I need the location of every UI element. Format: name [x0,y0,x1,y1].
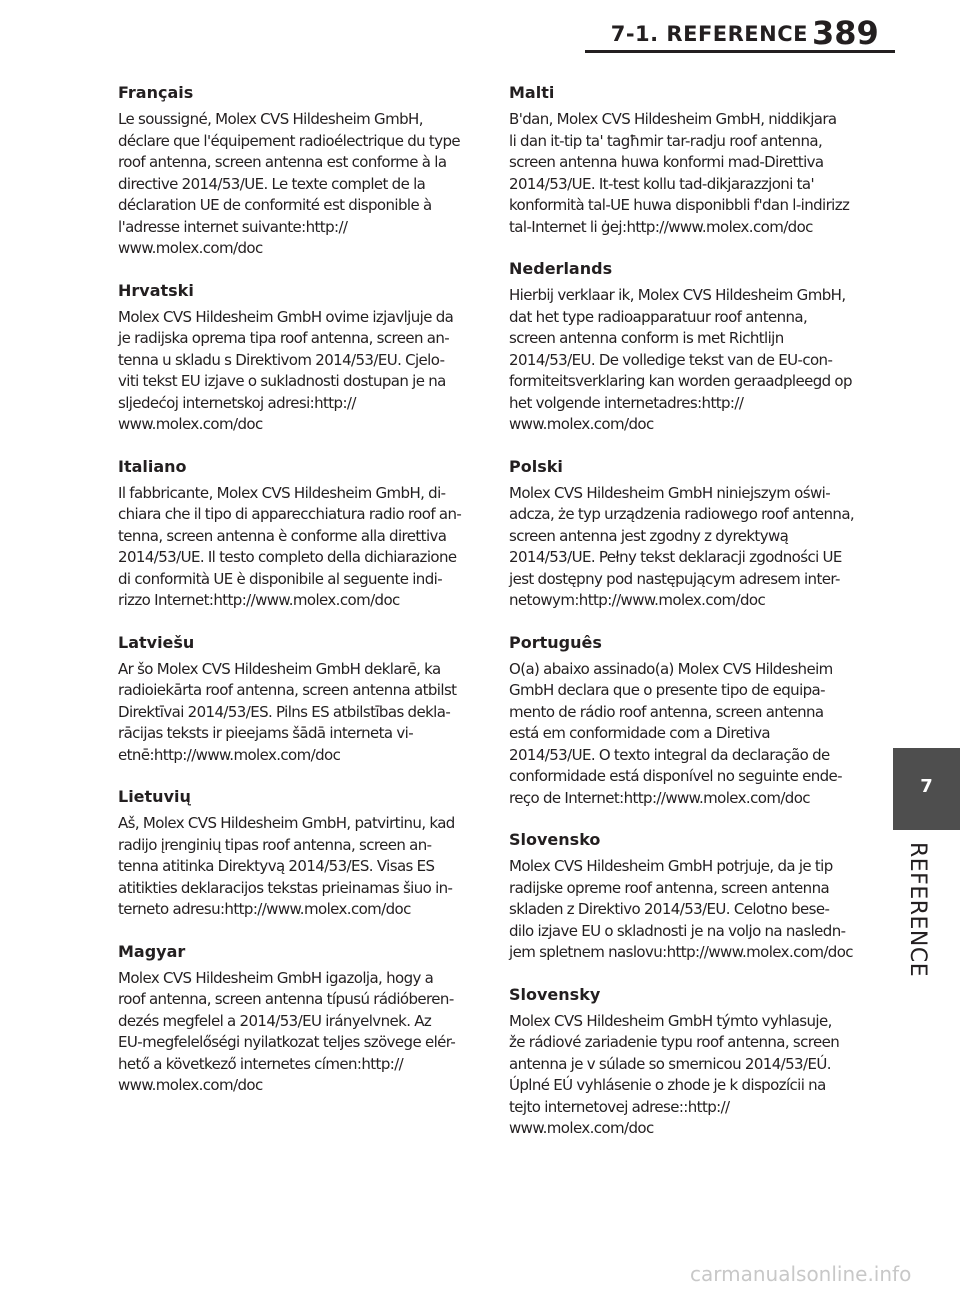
section-title: 7-1. REFERENCE [610,22,808,46]
text-line: reço de Internet:http://www.molex.com/doc [509,788,810,807]
text-line: B'dan, Molex CVS Hildesheim GmbH, niddikjara [509,110,837,128]
text-line: het volgende internetadres:http:// [509,393,744,412]
language-section [509,984,854,1140]
language-section [509,456,854,612]
language-section [118,941,468,1097]
text-line: www.molex.com/doc [118,239,263,257]
watermark: carmanualsonline.info [690,1262,912,1286]
text-line: Aš, Molex CVS Hildesheim GmbH, patvirtinu, kad [118,814,455,832]
text-line: Molex CVS Hildesheim GmbH igazolja, hogy a [118,968,434,987]
declaration-text [118,483,468,612]
text-line: dat het type radioapparatuur roof antenna, [509,307,808,326]
text-line: conformidade está disponível no seguinte ende- [509,767,842,785]
language-heading: Slovensko [509,830,601,849]
text-line: tenna u skladu s Direktivom 2014/53/EU. Cjelo- [118,350,445,369]
right-column [509,82,854,1160]
text-line: Hierbij verklaar ik, Molex CVS Hildesheim GmbH, [509,286,846,304]
language-heading: Slovensky [509,984,601,1004]
text-line: Molex CVS Hildesheim GmbH potrjuje, da je tip [509,857,833,875]
language-heading: Français [118,83,194,102]
text-line: radijske opreme roof antenna, screen antenna [509,878,830,897]
text-line: l'adresse internet suivante:http:// [118,217,348,236]
text-line: tal-Internet li ġej:http://www.molex.com/doc [509,217,813,236]
language-heading: Português [509,632,602,652]
left-column [118,82,468,1117]
language-section [509,632,854,810]
language-section [509,82,854,238]
text-line: está em conformidade com a Diretiva [509,724,770,742]
text-line: chiara che il tipo di apparecchiatura radio roof an- [118,505,462,523]
declaration-text [509,285,854,436]
language-section [118,280,468,436]
text-line: déclare que l'équipement radioélectrique du type [118,131,461,150]
language-heading: Hrvatski [118,280,194,300]
text-line: hető a következő internetes címen:http:// [118,1054,404,1073]
text-line: mento de rádio roof antenna, screen antenna [509,702,824,721]
declaration-text [509,659,854,810]
text-line: Úplné EÚ vyhlásenie o zhode je k dispozícii na [509,1076,826,1094]
text-line: roof antenna, screen antenna típusú rádióberen- [118,990,454,1008]
text-line: tenna atitinka Direktyvą 2014/53/ES. Visas ES [118,857,435,875]
text-line: adcza, że typ urządzenia radiowego roof antenna, [509,505,855,523]
language-heading: Italiano [118,456,187,476]
text-line: sljedećoj internetskoj adresi:http:// [118,393,356,412]
text-line: dilo izjave EU o skladnosti je na voljo na nasledn- [509,921,846,940]
text-line: radioiekārta roof antenna, screen antenna atbilst [118,681,457,699]
declaration-text [509,109,854,238]
text-line: skladen z Direktivo 2014/53/EU. Celotno bese- [509,900,830,918]
text-line: rizzo Internet:http://www.molex.com/doc [118,591,400,609]
text-line: screen antenna conform is met Richtlijn [509,329,784,347]
text-line: konformità tal-UE huwa disponibbli f'dan l-indirizz [509,196,850,214]
text-line: 2014/53/UE. Pełny tekst deklaracji zgodności UE [509,548,842,566]
language-section [118,456,468,612]
text-line: 2014/53/UE. Il testo completo della dichiarazione [118,548,457,566]
language-heading: Latviešu [118,632,195,652]
text-line: EU-megfelelőségi nyilatkozat teljes szövege elér- [118,1033,456,1051]
text-line: netowym:http://www.molex.com/doc [509,591,766,609]
text-line: radijo įrenginių tipas roof antenna, screen an- [118,835,432,854]
text-line: 2014/53/UE. O texto integral da declaração de [509,745,830,764]
text-line: je radijska oprema tipa roof antenna, screen an- [118,329,450,347]
text-line: tenna, screen antenna è conforme alla direttiva [118,526,447,545]
declaration-text [118,968,468,1097]
declaration-text [118,659,468,767]
language-heading: Polski [509,456,563,476]
text-line: Molex CVS Hildesheim GmbH niniejszym oświ- [509,483,831,502]
text-line: directive 2014/53/UE. Le texte complet de la [118,174,426,193]
text-line: screen antenna jest zgodny z dyrektywą [509,526,789,545]
language-section [118,632,468,767]
page-number: 389 [812,14,879,52]
text-line: déclaration UE de conformité est disponible à [118,196,432,214]
text-line: viti tekst EU izjave o sukladnosti dostupan je na [118,372,446,390]
chapter-tab[interactable] [893,748,960,830]
text-line: 2014/53/UE. It-test kollu tad-dikjarazzjoni ta' [509,174,815,193]
text-line: jem spletnem naslovu:http://www.molex.com/doc [509,943,853,961]
chapter-label: REFERENCE [905,842,930,978]
text-line: www.molex.com/doc [509,415,654,433]
text-line: antenna je v súlade so smernicou 2014/53/EÚ. [509,1054,831,1073]
text-line: dezés megfelel a 2014/53/EU irányelvnek. Az [118,1011,432,1030]
declaration-text [118,813,468,921]
text-line: di conformità UE è disponibile al seguente indi- [118,569,443,588]
text-line: rācijas teksts ir pieejams šādā interneta vi- [118,724,414,742]
text-line: jest dostępny pod następującym adresem inter- [509,569,840,588]
text-line: www.molex.com/doc [118,1076,263,1094]
text-line: li dan it-tip ta' tagħmir tar-radju roof antenna, [509,131,823,150]
declaration-text [509,483,854,612]
declaration-text [509,856,854,964]
text-line: formiteitsverklaring kan worden geraadpleegd op [509,372,852,390]
declaration-text [509,1011,854,1140]
declaration-text [118,109,468,260]
text-line: Direktīvai 2014/53/ES. Pilns ES atbilstības dekla- [118,702,451,721]
language-heading: Malti [509,83,555,102]
text-line: O(a) abaixo assinado(a) Molex CVS Hildesheim [509,659,833,678]
chapter-number: 7 [920,776,933,797]
text-line: že rádiové zariadenie typu roof antenna, screen [509,1033,840,1051]
language-section [118,82,468,260]
text-line: Ar šo Molex CVS Hildesheim GmbH deklarē, ka [118,659,441,678]
declaration-text [118,307,468,436]
text-line: Il fabbricante, Molex CVS Hildesheim GmbH, di- [118,483,446,502]
text-line: Le soussigné, Molex CVS Hildesheim GmbH, [118,110,423,128]
text-line: screen antenna huwa konformi mad-Direttiva [509,153,824,171]
text-line: 2014/53/EU. De volledige tekst van de EU-con- [509,350,833,369]
text-line: etnē:http://www.molex.com/doc [118,745,341,764]
language-heading: Lietuvių [118,787,191,806]
language-section [118,786,468,921]
language-heading: Magyar [118,941,186,961]
text-line: GmbH declara que o presente tipo de equipa- [509,681,825,699]
language-section [509,829,854,964]
text-line: www.molex.com/doc [118,415,263,433]
text-line: atitikties deklaracijos tekstas prieinamas šiuo in- [118,878,453,897]
text-line: roof antenna, screen antenna est conforme à la [118,153,447,171]
language-heading: Nederlands [509,259,613,278]
language-section [509,258,854,436]
text-line: www.molex.com/doc [509,1119,654,1137]
text-line: Molex CVS Hildesheim GmbH týmto vyhlasuje, [509,1011,832,1030]
text-line: terneto adresu:http://www.molex.com/doc [118,900,411,918]
text-line: tejto internetovej adrese::http:// [509,1097,730,1116]
text-line: Molex CVS Hildesheim GmbH ovime izjavljuje da [118,307,454,326]
